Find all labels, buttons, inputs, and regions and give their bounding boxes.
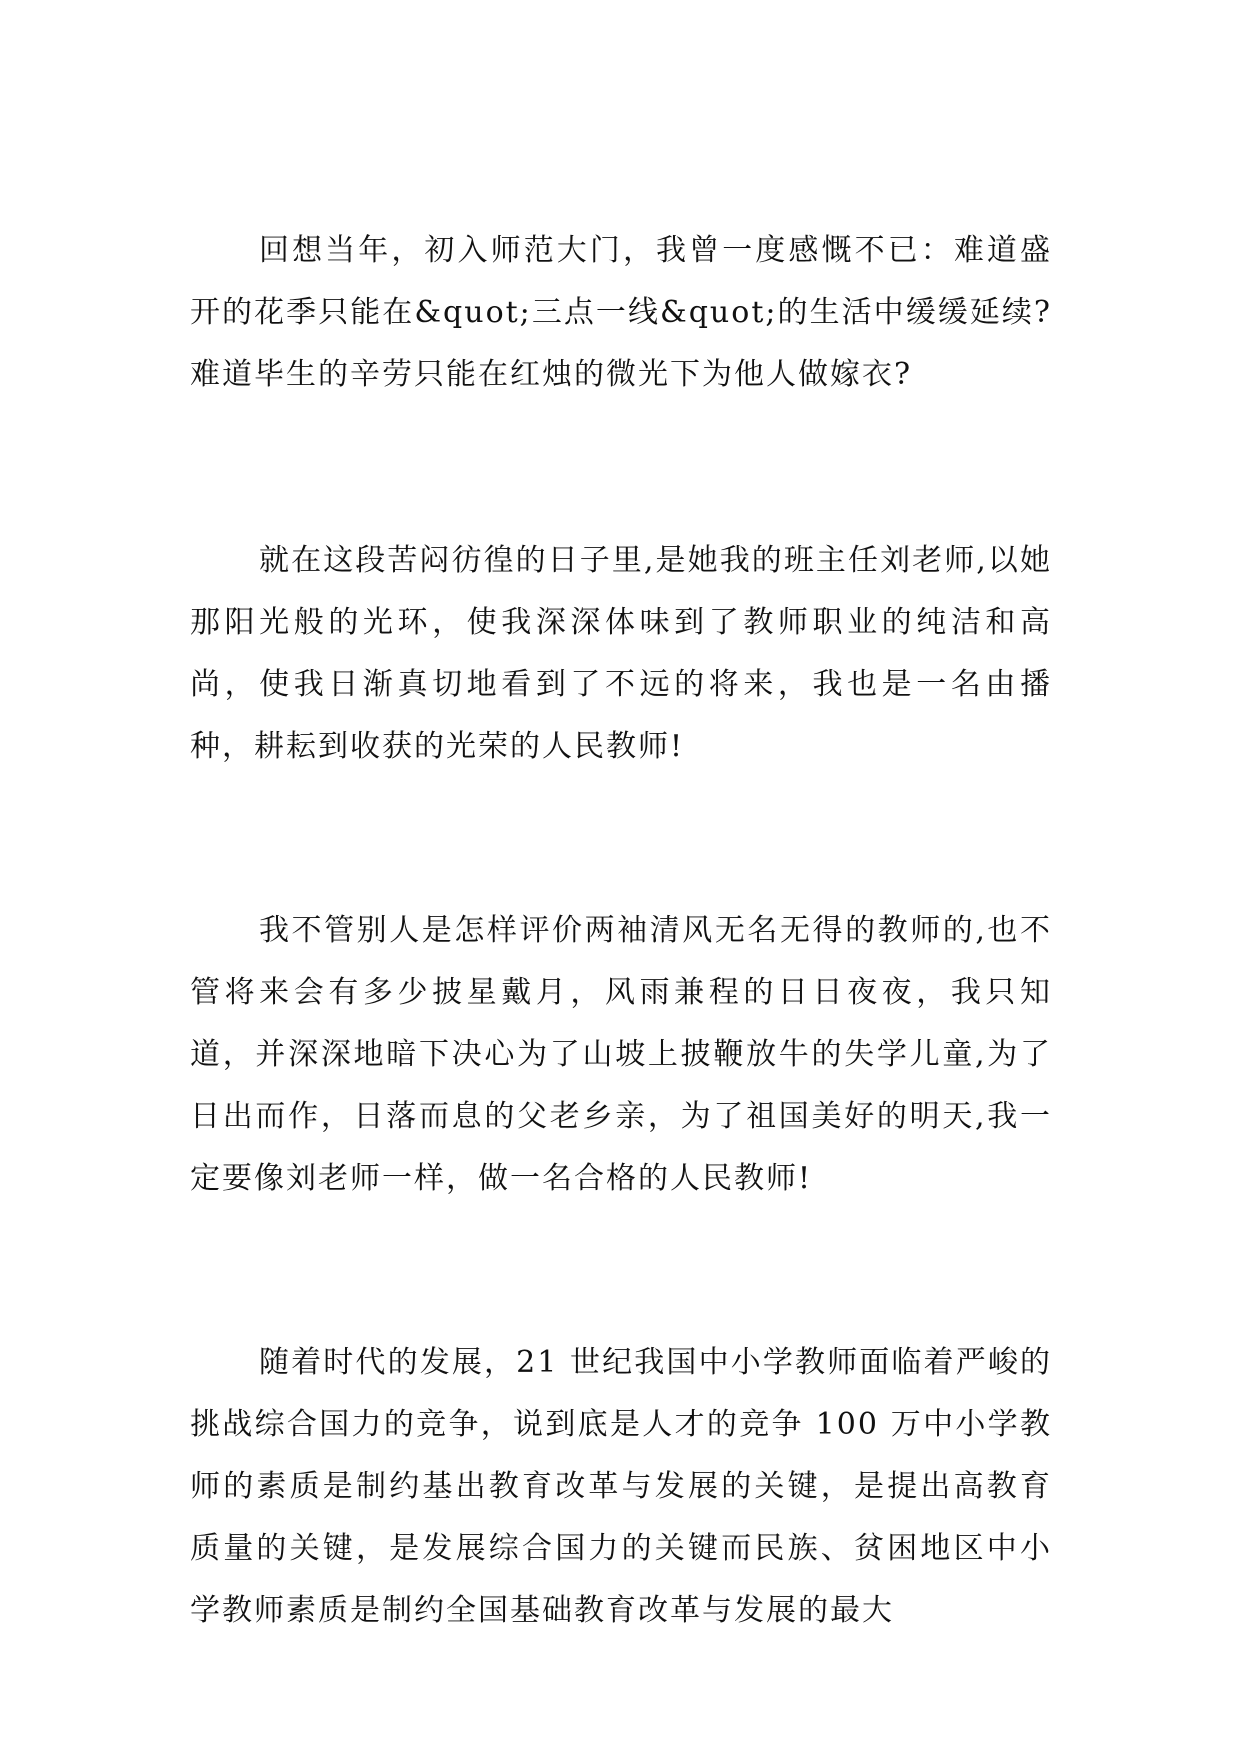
paragraph-3: 我不管别人是怎样评价两袖清风无名无得的教师的,也不管将来会有多少披星戴月，风雨兼程的日日夜夜，我只知道，并深深地暗下决心为了山坡上披鞭放牛的失学儿童,为了日出而作，日落而息的父老乡亲，为了祖国美好的明天,我一定要像刘老师一样，做一名合格的人民教师!	[190, 913, 1052, 1196]
paragraph-2: 就在这段苦闷彷徨的日子里,是她我的班主任刘老师,以她那阳光般的光环，使我深深体味到了教师职业的纯洁和高尚，使我日渐真切地看到了不远的将来，我也是一名由播种，耕耘到收获的光荣的人民教师!	[190, 543, 1052, 764]
paragraph-1: 回想当年，初入师范大门，我曾一度感慨不已：难道盛开的花季只能在&quot;三点一线&quot;的生活中缓缓延续?难道毕生的辛劳只能在红烛的微光下为他人做嫁衣?	[190, 233, 1052, 392]
document-body	[190, 220, 1052, 1642]
paragraph-4: 随着时代的发展，21 世纪我国中小学教师面临着严峻的挑战综合国力的竞争，说到底是人才的竞争 100 万中小学教师的素质是制约基出教育改革与发展的关键，是提出高教育质量的关键，是发展综合国力的关键而民族、贫困地区中小学教师素质是制约全国基础教育改革与发展的最大	[190, 1345, 1052, 1628]
